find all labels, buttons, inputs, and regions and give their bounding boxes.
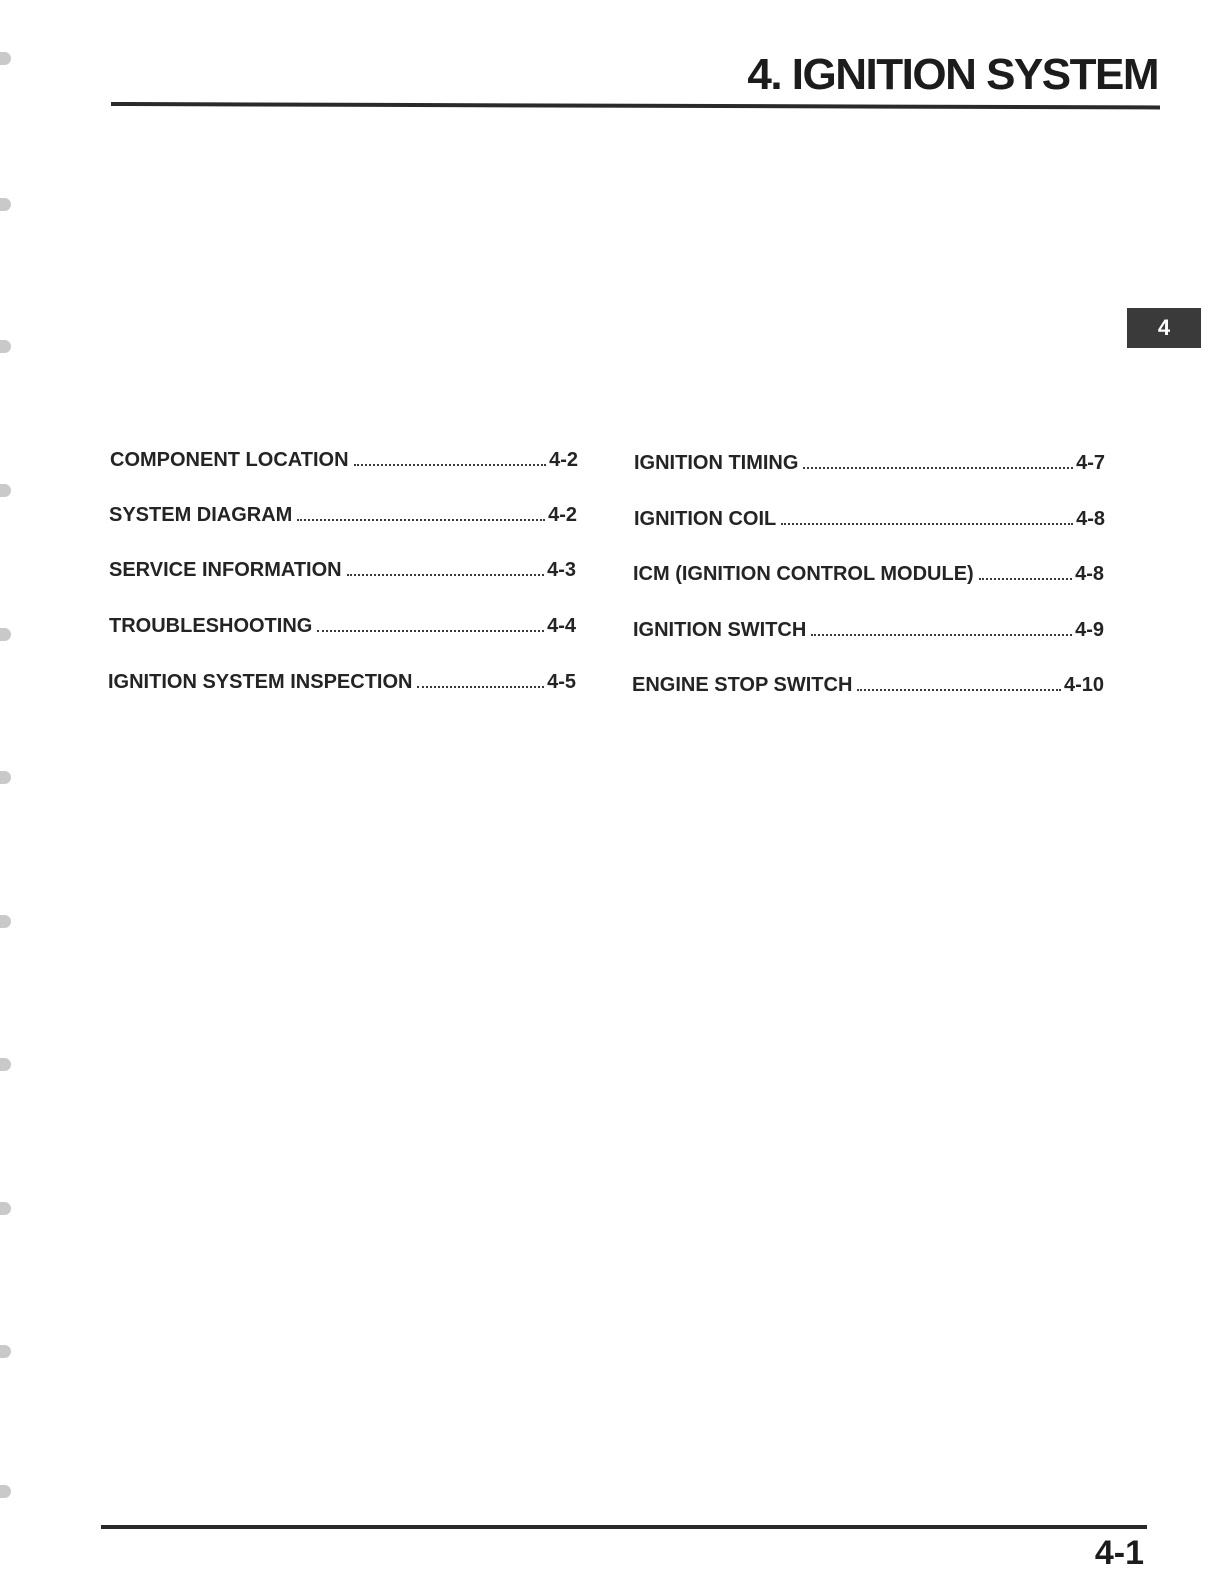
toc-entry-title: IGNITION SWITCH [633,619,807,641]
toc-entry-title: SYSTEM DIAGRAM [109,504,293,526]
toc-entry-title: ENGINE STOP SWITCH [632,674,853,696]
toc-entry-page: 4-3 [547,559,576,581]
binder-hole [0,1058,11,1071]
toc-entry-page: 4-2 [548,504,577,526]
toc-entry-troubleshooting[interactable] [109,615,576,641]
dot-leader [317,630,544,632]
binder-hole [0,52,11,65]
toc-entry-page: 4-8 [1076,508,1105,530]
chapter-tab: 4 [1127,308,1201,348]
toc-entry-ignition-switch[interactable] [633,619,1104,645]
toc-entry-page: 4-8 [1075,563,1104,585]
footer-rule [101,1525,1147,1529]
toc-entry-title: ICM (IGNITION CONTROL MODULE) [633,563,974,585]
dot-leader [417,686,544,688]
toc-entry-title: COMPONENT LOCATION [110,449,349,471]
binder-hole [0,1202,11,1215]
toc-entry-title: IGNITION SYSTEM INSPECTION [108,671,413,693]
binder-hole [0,915,11,928]
toc-entry-page: 4-10 [1063,674,1104,696]
toc-entry-service-information[interactable] [109,559,576,585]
dot-leader [347,574,544,576]
binder-hole [0,771,11,784]
dot-leader [354,464,547,466]
toc-entry-title: TROUBLESHOOTING [109,615,313,637]
toc-entry-page: 4-4 [547,615,576,637]
toc-entry-title: SERVICE INFORMATION [109,559,342,581]
binder-hole [0,484,11,497]
dot-leader [803,467,1073,469]
page-number: 4-1 [1094,1534,1144,1572]
toc-entry-ignition-coil[interactable] [634,508,1105,534]
toc-entry-page: 4-2 [549,449,578,471]
dot-leader [979,578,1072,580]
toc-entry-page: 4-7 [1076,452,1105,474]
dot-leader [811,634,1072,636]
binder-hole [0,1345,11,1358]
header-rule [111,102,1160,109]
toc-entry-engine-stop-switch[interactable] [632,674,1104,700]
binder-hole [0,198,11,211]
dot-leader [781,523,1073,525]
toc-entry-title: IGNITION COIL [634,508,777,530]
toc-entry-icm[interactable] [633,563,1104,589]
binder-hole [0,628,11,641]
dot-leader [857,689,1061,691]
chapter-title: 4. IGNITION SYSTEM [747,50,1158,99]
toc-entry-title: IGNITION TIMING [634,452,799,474]
toc-entry-page: 4-5 [547,671,576,693]
dot-leader [297,519,545,521]
binder-hole [0,340,11,353]
toc-entry-system-diagram[interactable] [109,504,577,530]
toc-entry-ignition-timing[interactable] [634,452,1105,478]
toc-entry-page: 4-9 [1075,619,1104,641]
toc-entry-ignition-system-inspection[interactable] [108,671,576,697]
binder-hole [0,1485,11,1498]
toc-entry-component-location[interactable] [110,449,578,475]
